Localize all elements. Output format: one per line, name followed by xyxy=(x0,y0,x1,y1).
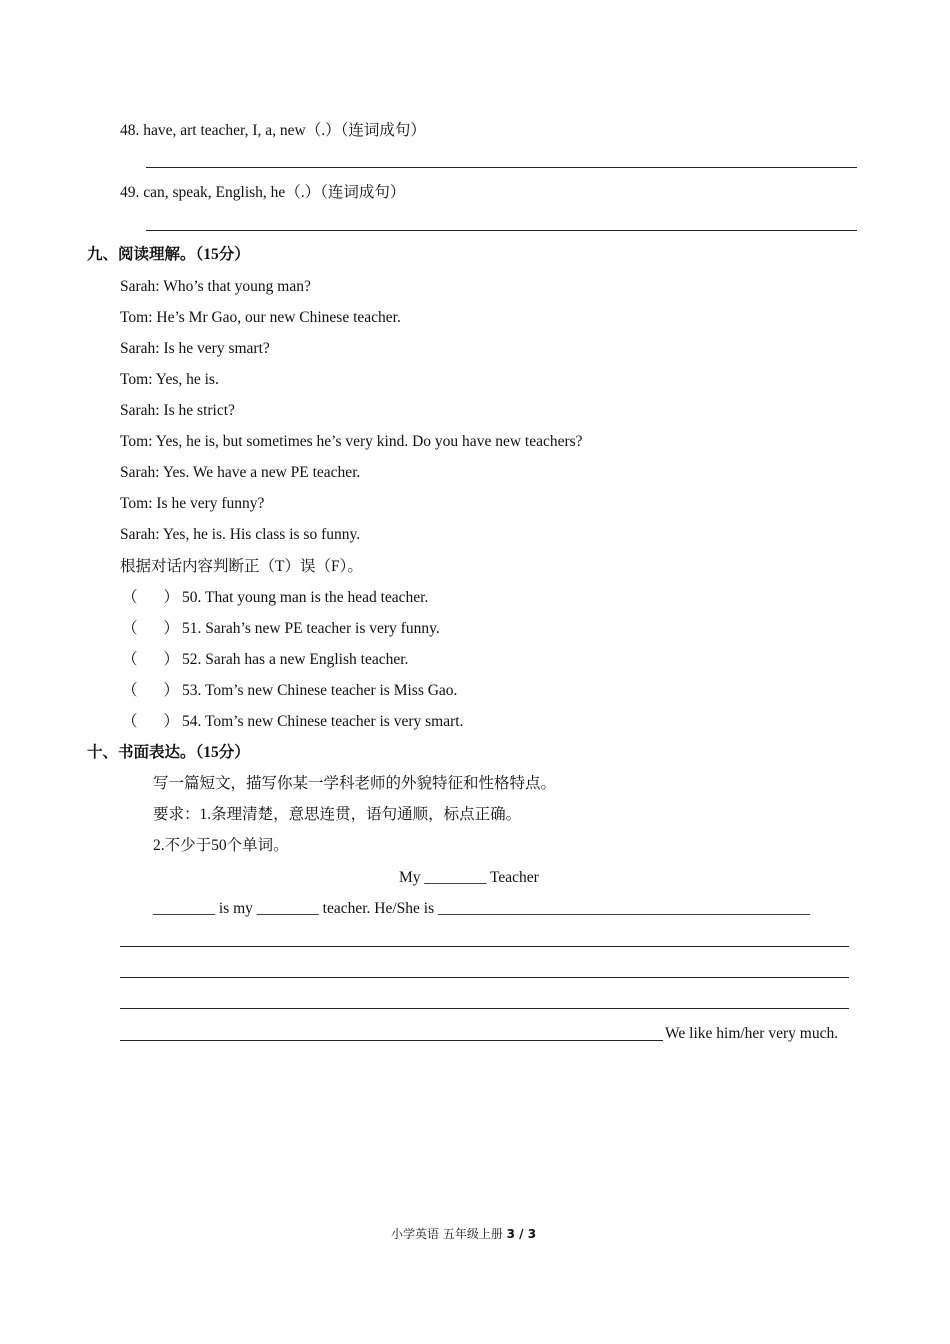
dialogue-line: Tom: Yes, he is, but sometimes he’s very kind. Do you have new teachers? xyxy=(120,433,583,450)
writing-line[interactable] xyxy=(120,1040,663,1041)
footer-text: 小学英语 五年级上册 xyxy=(391,1227,507,1241)
answer-line-49[interactable] xyxy=(146,230,857,231)
tf-item-text: 51. Sarah’s new PE teacher is very funny. xyxy=(182,620,440,637)
answer-blank-52[interactable]: （ ） xyxy=(122,651,180,668)
writing-requirement-2: 2.不少于50个单词。 xyxy=(153,837,289,854)
tf-item-text: 52. Sarah has a new English teacher. xyxy=(182,651,409,668)
tf-item-50 xyxy=(122,588,428,608)
dialogue-line: Tom: He’s Mr Gao, our new Chinese teacher. xyxy=(120,309,401,326)
answer-line-48[interactable] xyxy=(146,167,857,168)
tf-item-54 xyxy=(122,712,463,732)
tf-instruction: 根据对话内容判断正（T）误（F）。 xyxy=(120,558,363,575)
answer-blank-50[interactable]: （ ） xyxy=(122,589,180,606)
page-footer xyxy=(391,1224,536,1244)
question-49: 49. can, speak, English, he（.）（连词成句） xyxy=(120,184,406,201)
dialogue-line: Tom: Yes, he is. xyxy=(120,371,219,388)
writing-line[interactable] xyxy=(120,946,849,947)
answer-blank-51[interactable]: （ ） xyxy=(122,620,180,637)
tf-item-text: 50. That young man is the head teacher. xyxy=(182,589,429,606)
dialogue-line: Sarah: Yes, he is. His class is so funny. xyxy=(120,526,361,543)
writing-requirement-1: 要求：1.条理清楚，意思连贯，语句通顺，标点正确。 xyxy=(153,806,522,823)
answer-blank-53[interactable]: （ ） xyxy=(122,682,180,699)
section-9-heading: 九、阅读理解。（15分） xyxy=(87,246,250,263)
dialogue-line: Tom: Is he very funny? xyxy=(120,495,265,512)
tf-item-51 xyxy=(122,619,440,639)
tf-item-53 xyxy=(122,681,457,701)
writing-line[interactable] xyxy=(120,977,849,978)
dialogue-line: Sarah: Is he strict? xyxy=(120,402,235,419)
essay-closing: We like him/her very much. xyxy=(665,1025,839,1042)
tf-item-52 xyxy=(122,650,408,670)
dialogue-line: Sarah: Who’s that young man? xyxy=(120,278,311,295)
question-48: 48. have, art teacher, I, a, new（.）（连词成句） xyxy=(120,122,426,139)
dialogue-line: Sarah: Is he very smart? xyxy=(120,340,270,357)
writing-line[interactable] xyxy=(120,1008,849,1009)
dialogue-line: Sarah: Yes. We have a new PE teacher. xyxy=(120,464,361,481)
writing-prompt: 写一篇短文，描写你某一学科老师的外貌特征和性格特点。 xyxy=(153,775,557,792)
section-10-heading: 十、书面表达。（15分） xyxy=(87,744,250,761)
essay-title: My ________ Teacher xyxy=(399,869,539,886)
answer-blank-54[interactable]: （ ） xyxy=(122,713,180,730)
tf-item-text: 54. Tom’s new Chinese teacher is very smart. xyxy=(182,713,464,730)
page-number: 3 / 3 xyxy=(506,1227,537,1241)
essay-first-line[interactable]: ________ is my ________ teacher. He/She is ________________________________________________ xyxy=(153,900,810,917)
tf-item-text: 53. Tom’s new Chinese teacher is Miss Gao. xyxy=(182,682,458,699)
